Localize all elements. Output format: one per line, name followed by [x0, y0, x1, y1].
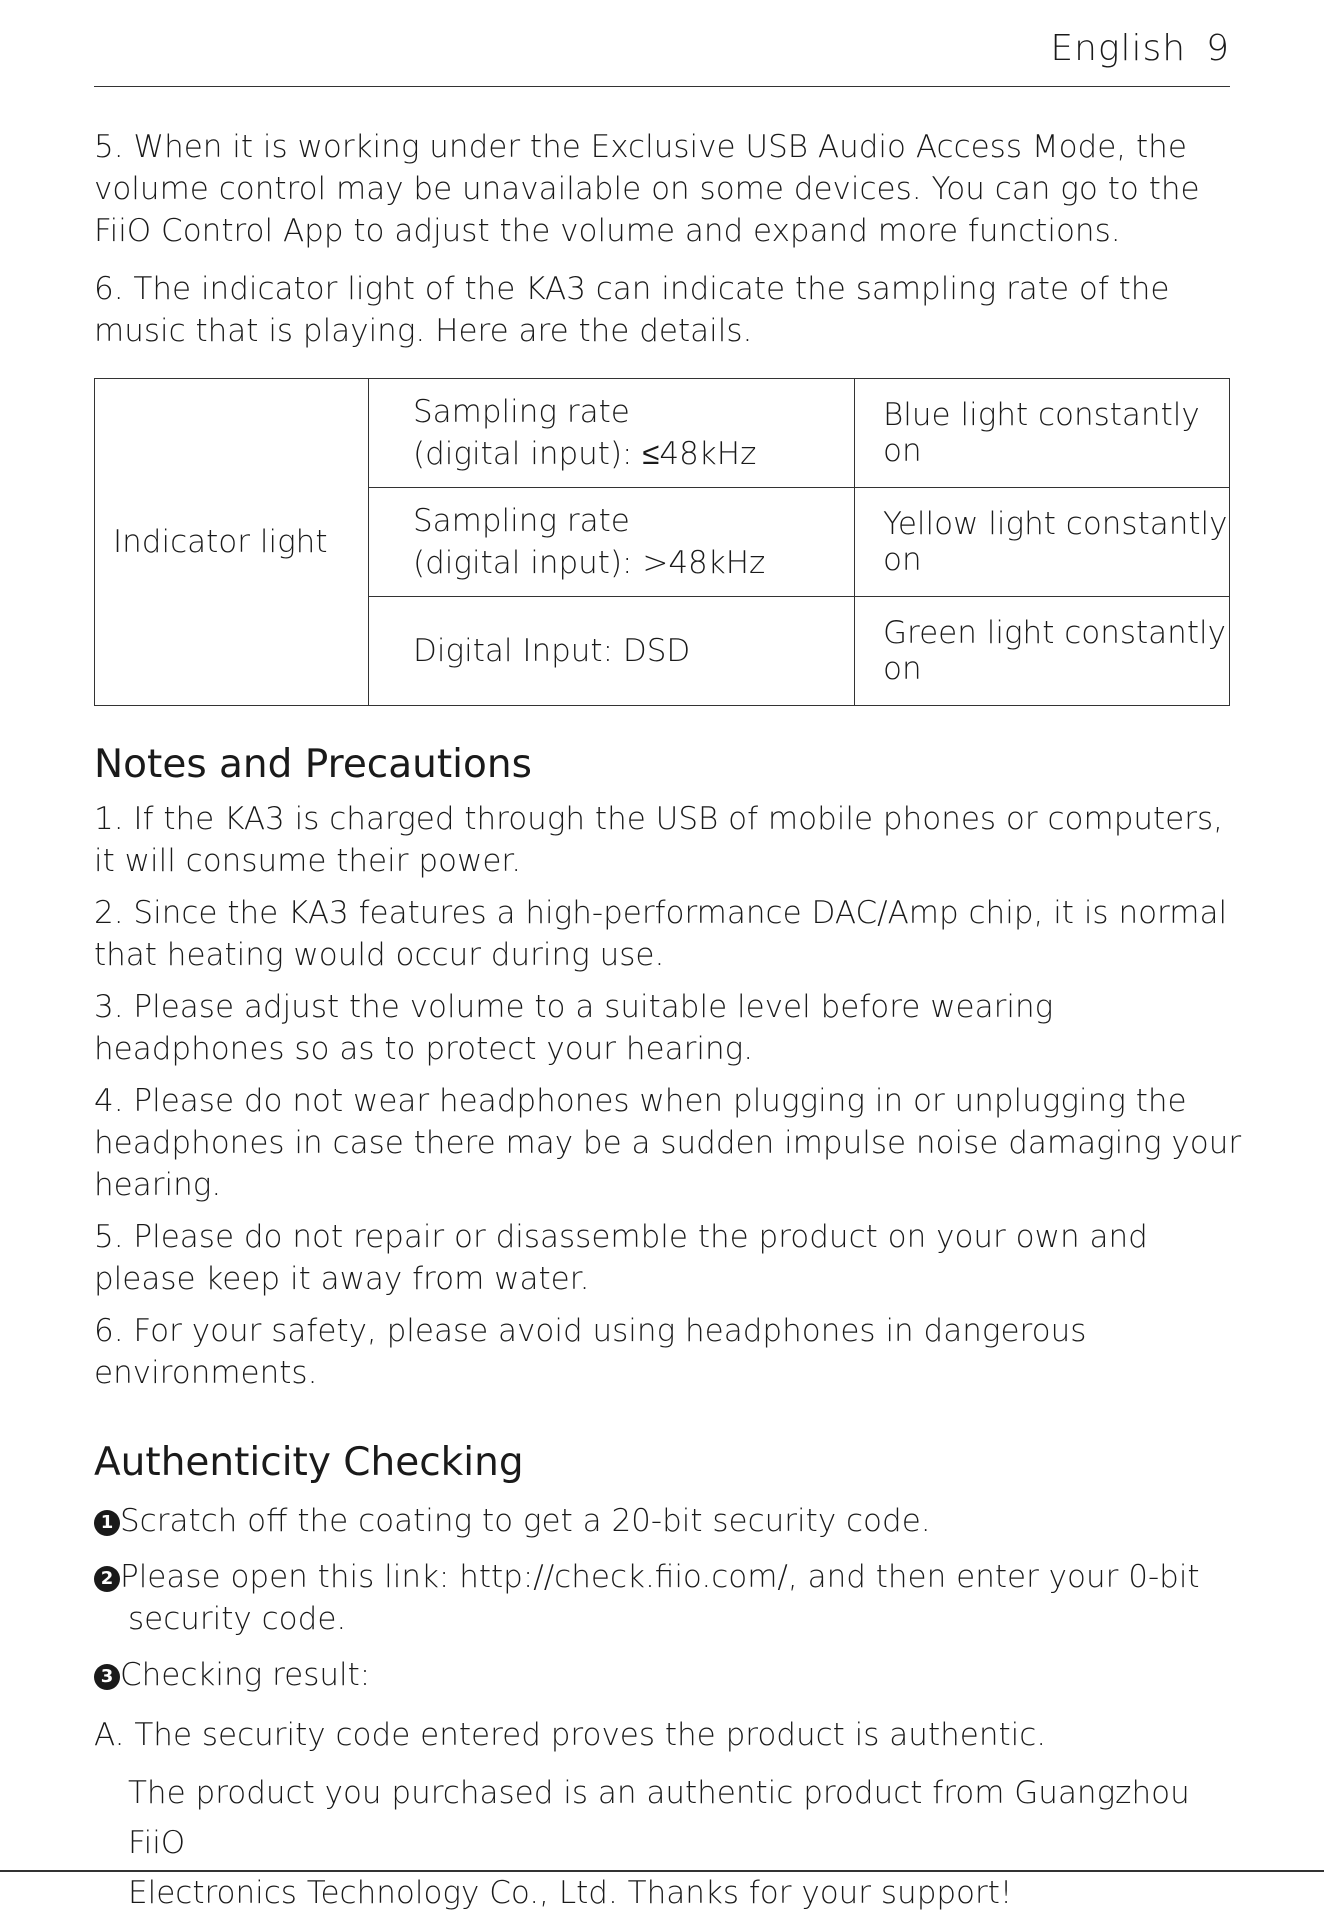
note-item: 2. Since the KA3 features a high-performance DAC/Amp chip, it is normal that heating would occur during use.: [94, 895, 1228, 973]
auth-step-3: [94, 1654, 1244, 1696]
note-item: 5. Please do not repair or disassemble the product on your own and please keep it away from water.: [94, 1219, 1148, 1297]
condition-cell: Digital Input: DSD: [369, 597, 855, 706]
step-text: Checking result:: [120, 1657, 371, 1693]
result-detail-line: Electronics Technology Co., Ltd. Thanks for your support!: [128, 1875, 1013, 1911]
note-item: 4. Please do not wear headphones when plugging in or unplugging the headphones in case there may be a sudden impulse noise damaging your hearing.: [94, 1083, 1242, 1203]
light-cell: Yellow light constantly on: [855, 488, 1230, 597]
step-number-badge: 3: [94, 1664, 120, 1690]
light-cell: Blue light constantly on: [855, 379, 1230, 488]
condition-line: (digital input): >48kHz: [413, 545, 766, 581]
step-number-badge: 1: [94, 1510, 120, 1536]
language-label: English: [1050, 28, 1187, 69]
authenticity-heading: Authenticity Checking: [94, 1440, 524, 1485]
page-number: 9: [1206, 28, 1230, 69]
condition-line: Sampling rate: [413, 503, 630, 539]
note-item: 6. For your safety, please avoid using headphones in dangerous environments.: [94, 1313, 1087, 1391]
result-detail-line: The product you purchased is an authentic product from Guangzhou FiiO: [128, 1775, 1190, 1861]
step-number-badge: 2: [94, 1566, 120, 1592]
row-header-cell: Indicator light: [95, 379, 369, 706]
note-item: 1. If the KA3 is charged through the USB of mobile phones or computers, it will consume their power.: [94, 801, 1224, 879]
auth-step-2: [94, 1556, 1244, 1640]
intro-paragraph-6: 6. The indicator light of the KA3 can indicate the sampling rate of the music that is playing. Here are the details.: [94, 271, 1170, 349]
condition-cell: [369, 488, 855, 597]
condition-line: Sampling rate: [413, 394, 630, 430]
light-cell: Green light constantly on: [855, 597, 1230, 706]
condition-line: (digital input): ≤48kHz: [413, 436, 757, 472]
step-text: Please open this link: http://check.fiio.com/, and then enter your 0-bit: [120, 1559, 1200, 1595]
page-header: [1050, 28, 1230, 69]
intro-paragraph-5: 5. When it is working under the Exclusive USB Audio Access Mode, the volume control may be unavailable on some devices. You can go to the FiiO Control App to adjust the volume and expand more functions.: [94, 129, 1200, 249]
step-text-continuation: security code.: [128, 1601, 347, 1637]
step-text: Scratch off the coating to get a 20-bit security code.: [120, 1503, 931, 1539]
table-row: [95, 379, 1230, 488]
result-a: A. The security code entered proves the product is authentic.: [94, 1717, 1047, 1753]
result-a-detail: [94, 1768, 1244, 1918]
condition-cell: [369, 379, 855, 488]
header-divider: [94, 86, 1230, 87]
page-content: [94, 126, 1244, 1918]
note-item: 3. Please adjust the volume to a suitable level before wearing headphones so as to protect your hearing.: [94, 989, 1054, 1067]
notes-heading: Notes and Precautions: [94, 742, 532, 787]
indicator-table: [94, 378, 1230, 706]
auth-step-1: [94, 1500, 1244, 1542]
